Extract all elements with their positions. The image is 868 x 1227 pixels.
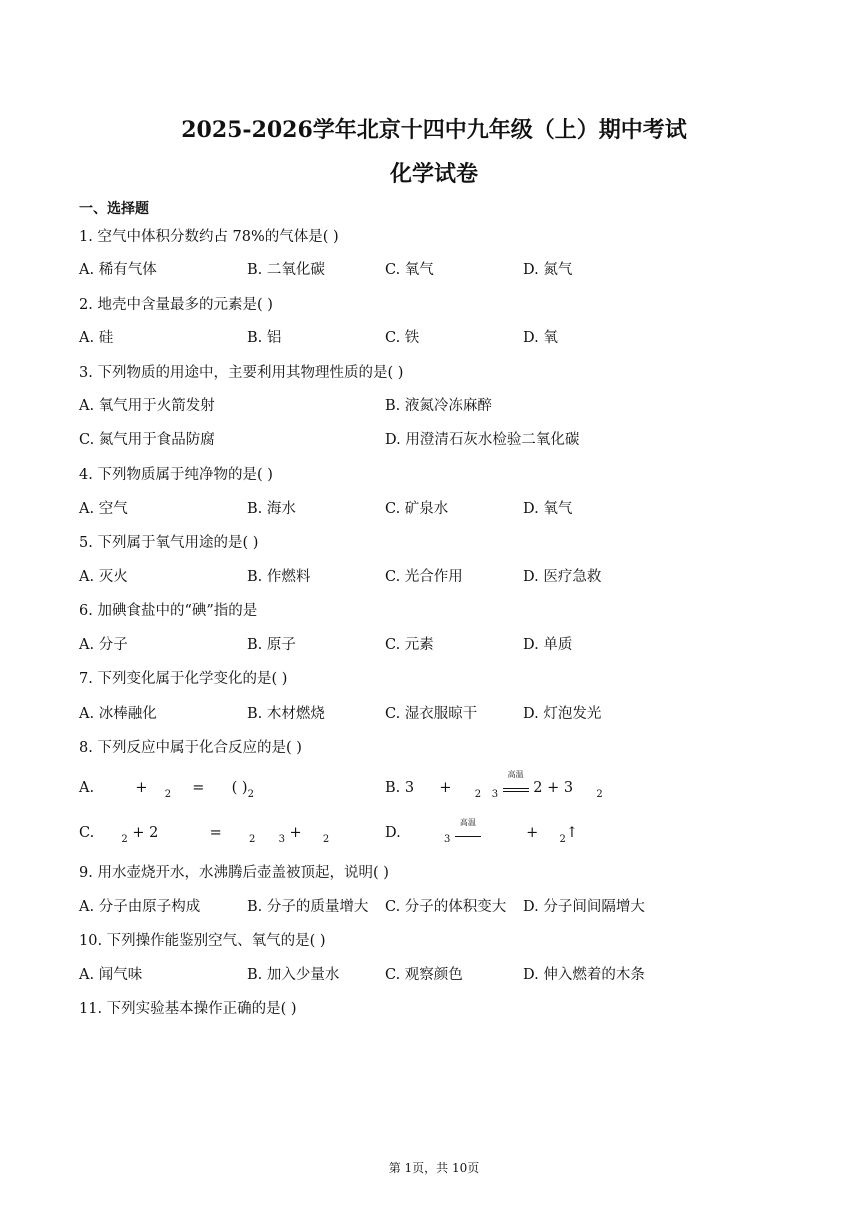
question-8-option-c <box>79 823 329 845</box>
section-heading: 一、选择题 <box>79 201 149 217</box>
question-4-option-c: C. 矿泉水 <box>385 501 449 517</box>
question-7-option-c: C. 湿衣服晾干 <box>385 706 478 722</box>
question-7-option-d: D. 灯泡发光 <box>523 706 602 722</box>
option-d-reaction-arrow <box>455 836 481 837</box>
question-9-stem: 9. 用水壶烧开水，水沸腾后壶盖被顶起，说明( ) <box>79 865 389 881</box>
option-b-subscript-3: 2 <box>596 789 603 800</box>
option-a-equals: = <box>192 780 205 796</box>
question-1-option-b: B. 二氧化碳 <box>247 262 325 278</box>
gas-arrow-icon: ↑ <box>565 825 579 841</box>
option-a-label: A. <box>79 780 95 796</box>
question-8-stem: 8. 下列反应中属于化合反应的是( ) <box>79 740 302 756</box>
question-1-option-d: D. 氮气 <box>523 262 573 278</box>
question-8-option-d <box>385 818 579 845</box>
page-number: 第 1页，共 10页 <box>388 1161 480 1175</box>
question-5-option-b: B. 作燃料 <box>247 569 311 585</box>
question-10-option-c: C. 观察颜色 <box>385 967 463 983</box>
option-b-products: 2 + 3 <box>533 780 574 796</box>
option-b-plus: + <box>439 780 452 796</box>
question-1-stem: 1. 空气中体积分数约占 78%的气体是( ) <box>79 229 339 245</box>
question-3-stem: 3. 下列物质的用途中，主要利用其物理性质的是( ) <box>79 365 404 381</box>
question-4-option-a: A. 空气 <box>79 501 128 517</box>
option-b-condition-label: 高温 <box>507 770 524 779</box>
question-3-option-c: C. 氮气用于食品防腐 <box>79 432 215 448</box>
question-3-option-b: B. 液氮冷冻麻醉 <box>385 398 492 414</box>
option-d-subscript-2: 2 <box>559 834 566 845</box>
question-4-stem: 4. 下列物质属于纯净物的是( ) <box>79 467 273 483</box>
question-1-option-c: C. 氧气 <box>385 262 434 278</box>
question-4-option-b: B. 海水 <box>247 501 296 517</box>
option-c-subscript-1: 2 <box>121 834 128 845</box>
question-7-option-b: B. 木材燃烧 <box>247 706 325 722</box>
option-d-plus: + <box>526 825 539 841</box>
question-6-option-a: A. 分子 <box>79 637 128 653</box>
option-d-subscript-1: 3 <box>443 834 451 845</box>
question-9-option-b: B. 分子的质量增大 <box>247 899 369 915</box>
question-7-option-a: A. 冰棒融化 <box>79 706 157 722</box>
question-11-stem: 11. 下列实验基本操作正确的是( ) <box>79 1001 297 1017</box>
question-2-option-b: B. 铝 <box>247 330 282 346</box>
question-10-option-d: D. 伸入燃着的木条 <box>523 967 645 983</box>
option-c-plus-2: + 2 <box>132 825 159 841</box>
question-9-option-d: D. 分子间间隔增大 <box>523 899 645 915</box>
option-a-subscript-2: 2 <box>247 789 254 800</box>
option-d-condition <box>455 818 481 837</box>
option-b-condition <box>503 770 529 792</box>
option-a-plus: + <box>135 780 148 796</box>
exam-subtitle: 化学试卷 <box>389 161 478 187</box>
option-c-equals: = <box>209 825 222 841</box>
option-a-subscript-1: 2 <box>164 789 172 800</box>
option-a-parentheses: ( ) <box>231 780 248 796</box>
exam-title: 2025-2026学年北京十四中九年级（上）期中考试 <box>181 117 687 143</box>
question-3-option-a: A. 氧气用于火箭发射 <box>79 398 215 414</box>
option-c-plus: + <box>289 825 302 841</box>
question-10-option-b: B. 加入少量水 <box>247 967 340 983</box>
question-2-option-c: C. 铁 <box>385 330 420 346</box>
option-c-subscript-4: 2 <box>322 834 330 845</box>
option-c-label: C. <box>79 825 95 841</box>
question-10-stem: 10. 下列操作能鉴别空气、氧气的是( ) <box>79 933 326 949</box>
question-5-stem: 5. 下列属于氧气用途的是( ) <box>79 535 259 551</box>
question-6-option-d: D. 单质 <box>523 637 573 653</box>
question-2-stem: 2. 地壳中含量最多的元素是( ) <box>79 297 273 313</box>
question-7-stem: 7. 下列变化属于化学变化的是( ) <box>79 671 288 687</box>
option-b-subscript-2: 3 <box>491 789 499 800</box>
option-c-subscript-2: 2 <box>248 834 256 845</box>
question-10-option-a: A. 闻气味 <box>79 967 143 983</box>
question-6-stem: 6. 加碘食盐中的“碘”指的是 <box>79 603 258 619</box>
option-b-label: B. 3 <box>385 780 415 796</box>
question-8-option-a <box>79 778 254 800</box>
option-d-label: D. <box>385 825 401 841</box>
question-5-option-d: D. 医疗急救 <box>523 569 602 585</box>
question-6-option-b: B. 原子 <box>247 637 296 653</box>
question-5-option-c: C. 光合作用 <box>385 569 463 585</box>
question-5-option-a: A. 灭火 <box>79 569 128 585</box>
question-2-option-a: A. 硅 <box>79 330 114 346</box>
question-9-option-a: A. 分子由原子构成 <box>79 899 201 915</box>
question-6-option-c: C. 元素 <box>385 637 434 653</box>
question-1-option-a: A. 稀有气体 <box>79 262 157 278</box>
option-b-subscript-1: 2 <box>474 789 482 800</box>
question-8-option-b <box>385 770 603 800</box>
question-3-option-d: D. 用澄清石灰水检验二氧化碳 <box>385 432 580 448</box>
option-c-subscript-3: 3 <box>278 834 285 845</box>
question-4-option-d: D. 氧气 <box>523 501 573 517</box>
option-d-condition-label: 高温 <box>459 818 476 827</box>
question-2-option-d: D. 氧 <box>523 330 558 346</box>
option-b-reaction-sign <box>503 788 529 792</box>
question-9-option-c: C. 分子的体积变大 <box>385 899 507 915</box>
